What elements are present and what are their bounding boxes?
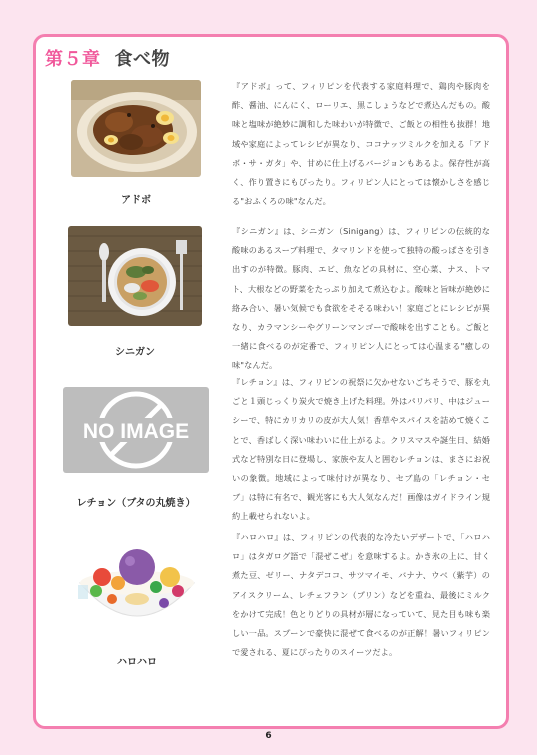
chapter-heading bbox=[45, 45, 170, 71]
no-image-icon bbox=[63, 387, 209, 473]
no-image-placeholder bbox=[63, 387, 209, 473]
lechon-caption: レチョン（ブタの丸焼き） bbox=[76, 498, 196, 509]
halo-halo-text: 『ハロハロ』は、フィリピンの代表的な冷たいデザートで、「ハロハロ」はタガログ語で「混ぜこぜ」を意味するよ。かき氷の上に、甘く煮た豆、ゼリー、ナタデココ、サツマイモ、バナナ、ウベ（紫芋）のアイスクリーム、レチェフラン（プリン）などを重ね、最後にミルクをかけて完成！色とりどりの具材が層になっていて、見た目も味も楽しい一品。スプーンで豪快に混ぜて食べるのが正解！暑いフィリピンで愛される、夏にぴったりのスイーツだよ。 bbox=[232, 532, 490, 658]
page-number: 6 bbox=[265, 731, 272, 741]
adobo-text: 『アドボ』って、フィリピンを代表する家庭料理で、鶏肉や豚肉を酢、醤油、にんにく、ローリエ、黒こしょうなどで煮込んだもの。酸味と塩味が絶妙に調和した味わいが特徴で、ご飯との相性も抜群！地域や家庭によってレシピが異なり、ココナッツミルクを加える「アドボ・サ・ガタ」や、甘めに仕上げるバージョンもあるよ。保存性が高く、作り置きにもぴったり。フィリピン人にとっては懐かしさを感じる"おふくろの味"なんだ。 bbox=[232, 81, 490, 207]
adobo-photo bbox=[71, 80, 201, 177]
chapter-title: 食べ物 bbox=[114, 49, 170, 70]
no-image-label: NO IMAGE bbox=[82, 420, 190, 443]
lechon-text: 『レチョン』は、フィリピンの祝祭に欠かせないごちそうで、豚を丸ごと１頭じっくり炭火で焼き上げた料理。外はパリパリ、中はジューシーで、特にカリカリの皮が大人気！香草やスパイスを詰めて焼くことで、香ばしく深い味わいに仕上がるよ。クリスマスや誕生日、結婚式など特別な日に登場し、家族や友人と囲むレチョンは、まさにお祝いの象徴。地域によって味付けが異なり、セブ島の「レチョン・セブ」は特に有名で、観光客にも大人気なんだ！画像はガイドライン規約上載せられないよ。 bbox=[232, 377, 490, 522]
halo-halo-photo bbox=[74, 537, 200, 641]
adobo-caption: アドボ bbox=[121, 195, 151, 206]
sinigang-caption: シニガン bbox=[115, 347, 155, 358]
chapter-number: 第５章 bbox=[45, 49, 101, 70]
halo-halo-caption: ハロハロ bbox=[117, 657, 157, 668]
sinigang-text: 『シニガン』は、シニガン（Sinigang）は、フィリピンの伝統的な酸味のあるスープ料理で、タマリンドを使って独特の酸っぱさを引き出すのが特徴。豚肉、エビ、魚などの具材に、空心菜、ナス、トマト、大根などの野菜をたっぷり加えて煮込むよ。酸味と旨味が絶妙に絡み合い、暑い気候でも食欲をそそる味わい！家庭ごとにレシピが異なり、カラマンシーやグリーンマンゴーで酸味を出すことも。ご飯と一緒に食べるのが定番で、フィリピン人にとっては心温まる"癒しの味"なんだ。 bbox=[232, 226, 490, 371]
sinigang-photo bbox=[68, 226, 202, 326]
